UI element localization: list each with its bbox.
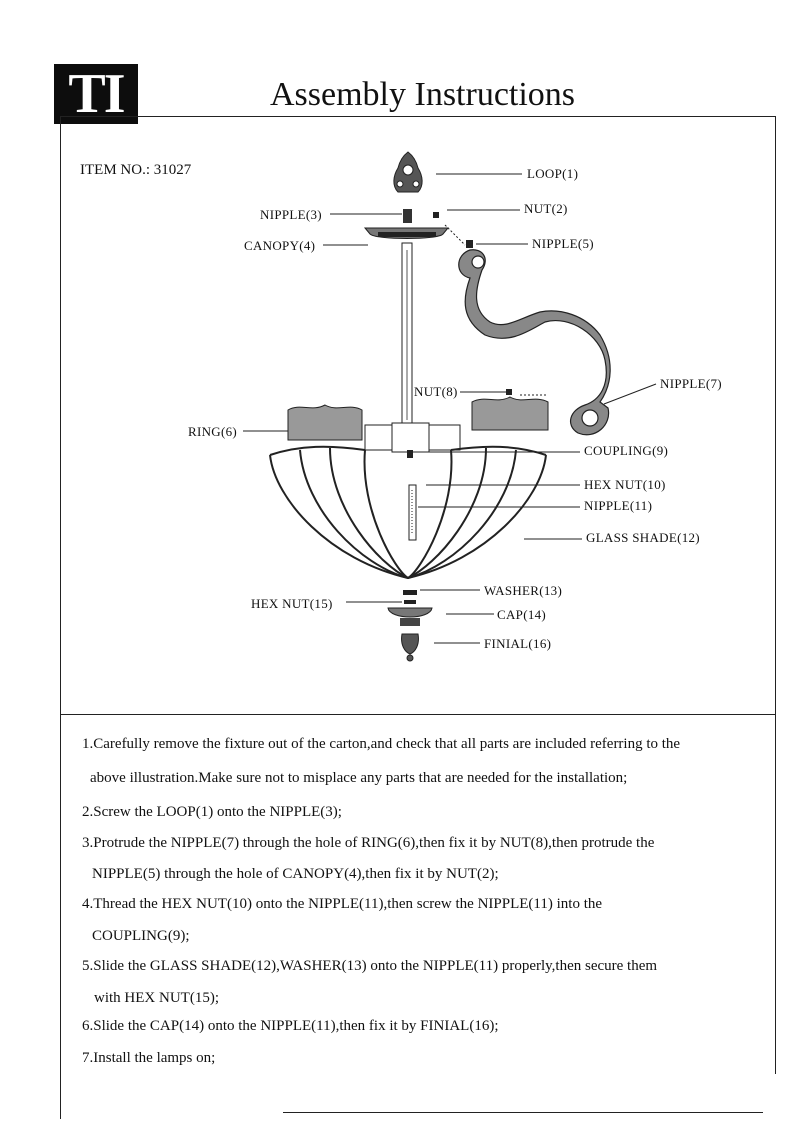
label-glass-shade: GLASS SHADE(12) <box>586 530 700 545</box>
nipple3-part <box>403 209 412 223</box>
label-nipple5: NIPPLE(5) <box>532 236 594 251</box>
label-nut2: NUT(2) <box>524 201 568 216</box>
instruction-line: NIPPLE(5) through the hole of CANOPY(4),then fix it by NUT(2); <box>92 866 499 882</box>
instruction-line: 3.Protrude the NIPPLE(7) through the hole of RING(6),then fix it by NUT(8),then protrude the <box>82 835 655 851</box>
label-nipple11: NIPPLE(11) <box>584 498 653 513</box>
instruction-line: 1.Carefully remove the fixture out of the carton,and check that all parts are included referring to the <box>82 736 681 752</box>
instruction-line: 2.Screw the LOOP(1) onto the NIPPLE(3); <box>82 804 342 820</box>
nut2-part <box>433 212 439 218</box>
instruction-line: 4.Thread the HEX NUT(10) onto the NIPPLE(11),then screw the NIPPLE(11) into the <box>82 896 603 912</box>
label-hexnut10: HEX NUT(10) <box>584 477 666 492</box>
label-washer: WASHER(13) <box>484 583 563 598</box>
label-finial: FINIAL(16) <box>484 636 552 651</box>
brand-logo: TI <box>54 64 138 124</box>
glass-shade-part <box>270 447 546 578</box>
label-coupling: COUPLING(9) <box>584 443 669 458</box>
instruction-line: 7.Install the lamps on; <box>82 1050 216 1066</box>
hexnut15-part <box>404 600 416 604</box>
label-cap: CAP(14) <box>497 607 547 622</box>
loop-part <box>394 152 422 192</box>
page-title: Assembly Instructions <box>270 76 576 113</box>
instruction-line: COUPLING(9); <box>92 928 190 944</box>
cap-part <box>388 608 432 617</box>
label-loop: LOOP(1) <box>527 166 579 181</box>
coupling-part <box>407 450 413 458</box>
label-nipple3: NIPPLE(3) <box>260 207 322 222</box>
instruction-line: 5.Slide the GLASS SHADE(12),WASHER(13) onto the NIPPLE(11) properly,then secure them <box>82 958 658 974</box>
instruction-line: 6.Slide the CAP(14) onto the NIPPLE(11),then fix it by FINIAL(16); <box>82 1018 499 1034</box>
nut8-part <box>506 389 512 395</box>
finial-part <box>402 634 419 661</box>
instruction-line: above illustration.Make sure not to misplace any parts that are needed for the installation; <box>90 770 628 786</box>
label-nipple7: NIPPLE(7) <box>660 376 722 391</box>
label-canopy: CANOPY(4) <box>244 238 316 253</box>
nipple5-part <box>466 240 473 248</box>
label-ring: RING(6) <box>188 424 238 439</box>
instruction-line: with HEX NUT(15); <box>94 990 219 1006</box>
item-number: ITEM NO.: 31027 <box>80 162 192 178</box>
label-hexnut15: HEX NUT(15) <box>251 596 333 611</box>
label-nut8: NUT(8) <box>414 384 458 399</box>
washer-part <box>403 590 417 595</box>
